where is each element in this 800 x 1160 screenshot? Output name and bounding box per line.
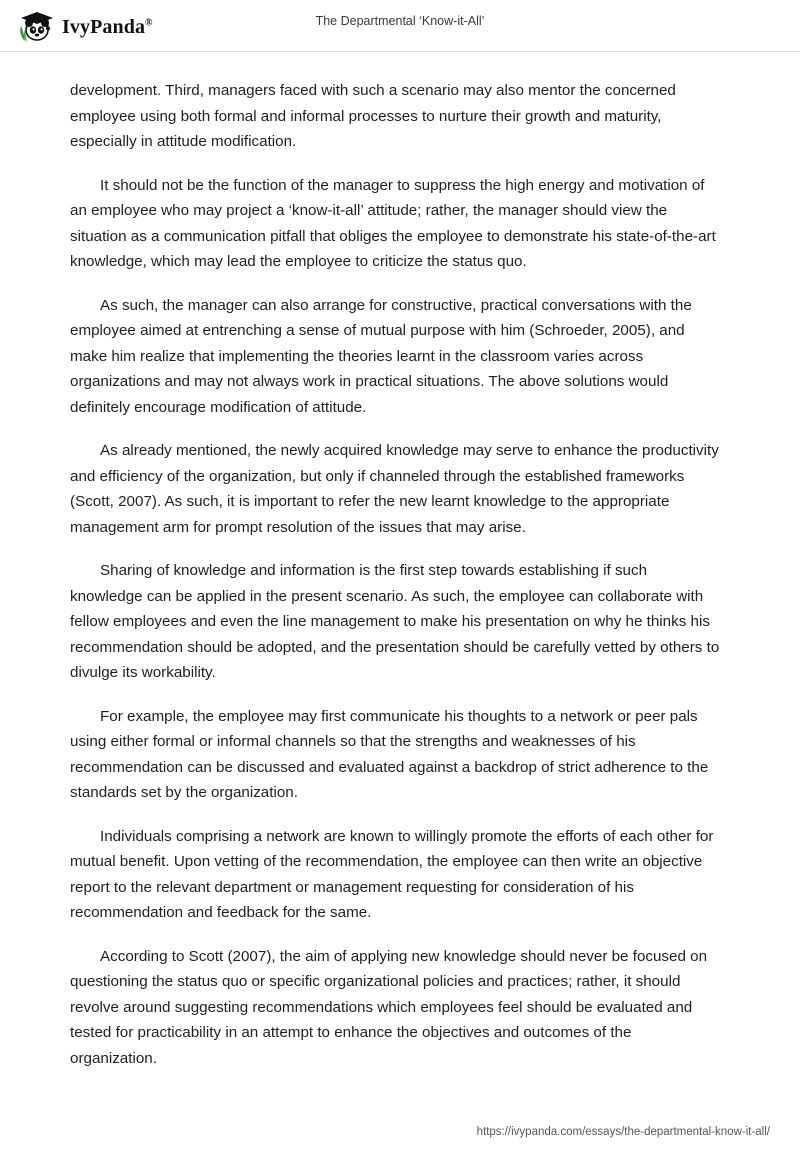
paragraph: Sharing of knowledge and information is the first step towards establishing if such knowledge can be applied in the present scenario. As such, the employee can collaborate with fellow employees and even the line management to make his presentation on why he thinks his recommendation should be adopted, and the presentation should be carefully vetted by others to divulge its workability. bbox=[70, 562, 720, 681]
registered-mark: ® bbox=[145, 16, 153, 28]
paragraph: As already mentioned, the newly acquired knowledge may serve to enhance the productivity and efficiency of the organization, but only if channeled through the established frameworks (Scott, 2007). As such, it is important to refer the new learnt knowledge to the appropriate management arm for prompt resolution of the issues that may arise. bbox=[70, 442, 719, 536]
paragraph: For example, the employee may first communicate his thoughts to a network or peer pals using either formal or informal channels so that the strengths and weaknesses of his recommendation can be discussed and evaluated against a backdrop of strict adherence to the standards set by the organization. bbox=[70, 707, 709, 801]
document-title: The Departmental ‘Know-it-All’ bbox=[315, 14, 485, 28]
footer-source-url[interactable] bbox=[477, 1126, 770, 1138]
source-url-link[interactable]: https://ivypanda.com/essays/the-departmental-know-it-all/ bbox=[476, 1126, 770, 1138]
paragraph: According to Scott (2007), the aim of applying new knowledge should never be focused on questioning the status quo or specific organizational policies and practices; rather, it should revolve around suggesting recommendations which employees feel should be evaluated and tested for practicability in an attempt to enhance the objectives and outcomes of the organization. bbox=[70, 947, 708, 1067]
document-body bbox=[0, 52, 800, 1071]
paragraph: As such, the manager can also arrange for constructive, practical conversations with the employee aimed at entrenching a sense of mutual purpose with him (Schroeder, 2005), and make him realize that implementing the theories learnt in the classroom varies across organizations and may not always work in practical situations. The above solutions would definitely encourage modification of attitude. bbox=[70, 296, 692, 416]
paragraph: Individuals comprising a network are known to willingly promote the efforts of each other for mutual benefit. Upon vetting of the recommendation, the employee can then write an objective report to the relevant department or management requesting for consideration of his recommendation and feedback for the same. bbox=[70, 827, 714, 921]
paragraph: development. Third, managers faced with such a scenario may also mentor the concerned employee using both formal and informal processes to nurture their growth and maturity, especially in attitude modification. bbox=[70, 82, 676, 150]
page-header bbox=[0, 0, 800, 52]
paragraph: It should not be the function of the manager to suppress the high energy and motivation of an employee who may project a ‘know-it-all’ attitude; rather, the manager should view the situation as a communication pitfall that obliges the employee to demonstrate his state-of-the-art knowledge, which may lead the employee to criticize the status quo. bbox=[70, 176, 716, 270]
brand-name-text: IvyPanda bbox=[62, 15, 146, 38]
